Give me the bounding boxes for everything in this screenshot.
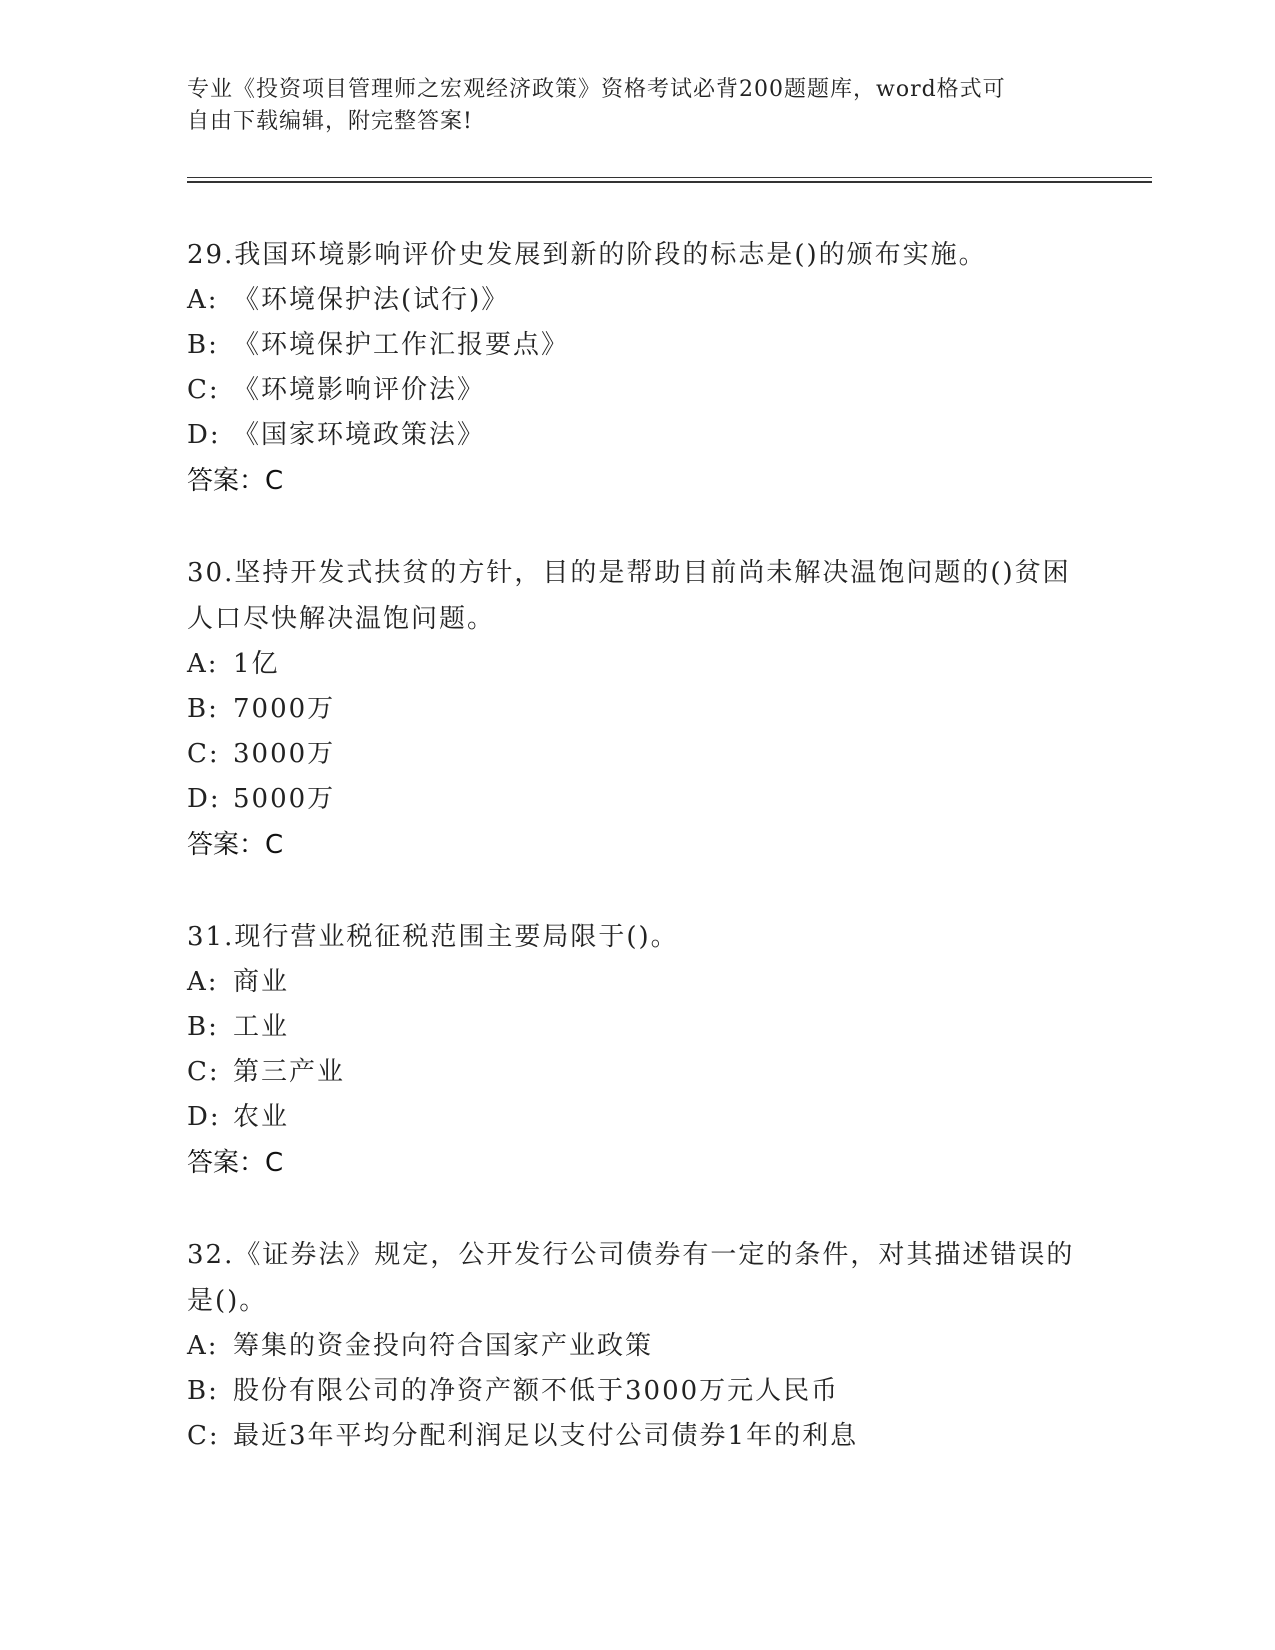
option-c — [187, 1414, 1087, 1459]
question-31 — [187, 914, 1087, 1186]
option-text: 《环境影响评价法》 — [233, 375, 486, 405]
option-d — [187, 413, 1087, 458]
option-a — [187, 1324, 1087, 1369]
option-c — [187, 368, 1087, 413]
question-stem: 30.坚持开发式扶贫的方针，目的是帮助目前尚未解决温饱问题的()贫困人口尽快解决温饱问题。 — [187, 558, 1071, 634]
option-text: 商业 — [233, 967, 290, 997]
header-rule-thick — [187, 181, 1152, 183]
option-text: 筹集的资金投向符合国家产业政策 — [233, 1331, 654, 1361]
option-text: 股份有限公司的净资产额不低于3000万元人民币 — [233, 1376, 840, 1406]
option-c — [187, 1050, 1087, 1095]
option-letter: B: — [187, 1012, 219, 1042]
option-a — [187, 960, 1087, 1005]
option-letter: B: — [187, 330, 219, 360]
document-header — [187, 74, 1087, 138]
question-30 — [187, 550, 1087, 868]
header-line-2: 自由下载编辑，附完整答案! — [187, 109, 473, 134]
question-stem: 29.我国环境影响评价史发展到新的阶段的标志是()的颁布实施。 — [187, 240, 987, 270]
option-text: 最近3年平均分配利润足以支付公司债券1年的利息 — [233, 1421, 859, 1451]
header-rule-thin — [187, 177, 1152, 178]
option-letter: C: — [187, 1421, 220, 1451]
option-text: 《国家环境政策法》 — [233, 420, 486, 450]
answer-line: 答案：C — [187, 830, 284, 860]
option-letter: A: — [187, 1331, 219, 1361]
option-text: 农业 — [233, 1102, 290, 1132]
question-stem: 32.《证券法》规定，公开发行公司债券有一定的条件，对其描述错误的是()。 — [187, 1240, 1075, 1316]
question-list — [187, 232, 1087, 1459]
question-32 — [187, 1232, 1087, 1459]
header-line-1: 专业《投资项目管理师之宏观经济政策》资格考试必背200题题库，word格式可 — [187, 77, 1006, 102]
option-text: 第三产业 — [233, 1057, 346, 1087]
option-letter: A: — [187, 285, 219, 315]
option-letter: C: — [187, 375, 220, 405]
question-29 — [187, 232, 1087, 504]
option-letter: D: — [187, 784, 221, 814]
option-text: 《环境保护工作汇报要点》 — [233, 330, 570, 360]
option-text: 《环境保护法(试行)》 — [233, 285, 510, 315]
option-text: 5000万 — [233, 784, 336, 814]
option-text: 工业 — [233, 1012, 290, 1042]
option-letter: C: — [187, 1057, 220, 1087]
option-a — [187, 642, 1087, 687]
option-letter: C: — [187, 739, 220, 769]
option-a — [187, 278, 1087, 323]
option-c — [187, 732, 1087, 777]
option-b — [187, 1005, 1087, 1050]
option-d — [187, 1095, 1087, 1140]
option-letter: D: — [187, 1102, 221, 1132]
option-b — [187, 687, 1087, 732]
option-text: 7000万 — [233, 694, 336, 724]
option-d — [187, 777, 1087, 822]
option-letter: D: — [187, 420, 221, 450]
option-letter: A: — [187, 649, 219, 679]
question-stem: 31.现行营业税征税范围主要局限于()。 — [187, 922, 679, 952]
answer-line: 答案：C — [187, 1148, 284, 1178]
option-b — [187, 1369, 1087, 1414]
answer-line: 答案：C — [187, 466, 284, 496]
option-letter: A: — [187, 967, 219, 997]
option-text: 1亿 — [233, 649, 280, 679]
option-b — [187, 323, 1087, 368]
option-text: 3000万 — [233, 739, 336, 769]
option-letter: B: — [187, 694, 219, 724]
option-letter: B: — [187, 1376, 219, 1406]
